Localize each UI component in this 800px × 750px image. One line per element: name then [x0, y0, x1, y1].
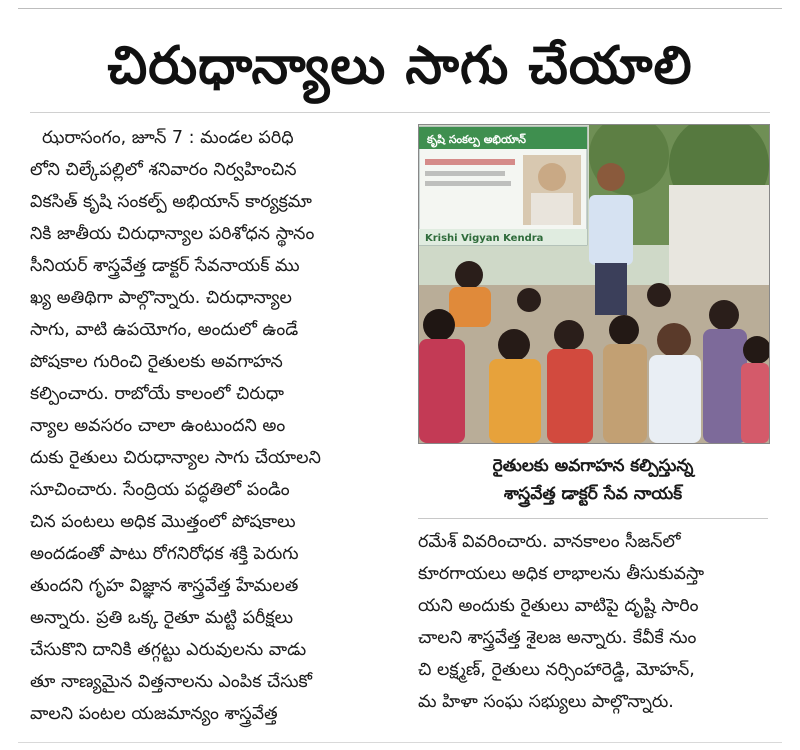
- audience-head: [517, 288, 541, 312]
- audience-head: [647, 283, 671, 307]
- speaker-trousers: [595, 263, 627, 315]
- banner-line: [425, 181, 511, 186]
- caption-line: శాస్త్రవేత్త డాక్టర్ సేవ నాయక్: [503, 484, 683, 504]
- body-line: తుందని గృహ విజ్ఞాన శాస్త్రవేత్త హేమలత: [30, 576, 299, 596]
- audience-head: [609, 315, 639, 345]
- audience-body: [489, 359, 541, 443]
- body-line: అన్నారు. ప్రతి ఒక్క రైతూ మట్టి పరీక్షలు: [30, 608, 294, 628]
- audience-body: [649, 355, 701, 443]
- portrait-body: [531, 193, 573, 225]
- banner-title: కృషి సంకల్ప అభియాన్: [427, 133, 527, 146]
- body-line: లోని చిల్కేపల్లిలో శనివారం నిర్వహించిన: [30, 160, 297, 180]
- article-column-right: [418, 526, 770, 718]
- body-line: ఖ్య అతిథిగా పాల్గొన్నారు. చిరుధాన్యాల: [30, 288, 292, 308]
- body-line: కూరగాయలు అధిక లాభాలను తీసుకువస్తా: [418, 564, 704, 584]
- body-line: సాగు, వాటి ఉపయోగం, అందులో ఉండే: [30, 320, 299, 340]
- body-line: రమేశ్ వివరించారు. వానకాలం సీజన్‌లో: [418, 532, 681, 552]
- caption-line: రైతులకు అవగాహన కల్పిస్తున్న: [492, 456, 694, 476]
- body-line: తూ నాణ్యమైన విత్తనాలను ఎంపిక చేసుకో: [30, 672, 313, 692]
- photo-caption: [418, 452, 768, 508]
- audience-body: [419, 339, 465, 443]
- audience-body: [449, 287, 491, 327]
- body-line: కల్పించారు. రాబోయే కాలంలో చిరుధా: [30, 384, 285, 404]
- body-line: సూచించారు. సేంద్రియ పద్ధతిలో పండిం: [30, 480, 290, 500]
- top-rule: [18, 8, 782, 9]
- audience-body: [703, 329, 747, 443]
- body-line: ఝరాసంగం, జూన్ 7 : మండల పరిధి: [42, 128, 294, 148]
- banner-line: [425, 171, 505, 176]
- banner-line: [425, 159, 515, 165]
- body-line: సీనియర్ శాస్త్రవేత్త డాక్టర్ సేవనాయక్ ము: [30, 256, 300, 276]
- news-photo: [418, 124, 770, 444]
- article-column-left: [30, 122, 410, 730]
- body-line: మ హిళా సంఘ సభ్యులు పాల్గొన్నారు.: [418, 692, 674, 712]
- speaker-shirt: [589, 195, 633, 265]
- banner-subtitle: Krishi Vigyan Kendra: [425, 233, 544, 244]
- audience-head: [657, 323, 691, 357]
- audience-head: [709, 300, 739, 330]
- body-line: చిన పంటలు అధిక మొత్తంలో పోషకాలు: [30, 512, 296, 532]
- headline: చిరుధాన్యాలు సాగు చేయాలి: [107, 36, 693, 96]
- body-line: పోషకాల గురించి రైతులకు అవగాహన: [30, 352, 283, 372]
- audience-body: [741, 363, 769, 443]
- body-line: వాలని పంటల యజమాన్యం శాస్త్రవేత్త: [30, 704, 278, 724]
- audience-head: [554, 320, 584, 350]
- bottom-rule: [18, 742, 782, 743]
- audience-body: [547, 349, 593, 443]
- body-line: నికి జాతీయ చిరుధాన్యాల పరిశోధన స్థానం: [30, 224, 315, 244]
- headline-rule: [30, 112, 770, 113]
- photo-illustration: [419, 125, 769, 443]
- audience-head: [455, 261, 483, 289]
- audience-head: [498, 329, 530, 361]
- caption-rule: [418, 518, 768, 519]
- portrait-face: [538, 163, 566, 191]
- body-line: చి లక్ష్మణ్, రైతులు నర్సింహారెడ్డి, మోహన్,: [418, 660, 695, 680]
- speaker-head: [597, 163, 625, 191]
- body-line: దుకు రైతులు చిరుధాన్యాల సాగు చేయాలని: [30, 448, 321, 468]
- body-line: చేసుకొని దానికి తగ్గట్టు ఎరువులను వాడు: [30, 640, 307, 660]
- body-line: అందడంతో పాటు రోగనిరోధక శక్తి పెరుగు: [30, 544, 299, 564]
- body-line: యని అందుకు రైతులు వాటిపై దృష్టి సారిం: [418, 596, 699, 616]
- body-line: న్యాల అవసరం చాలా ఉంటుందని అం: [30, 416, 286, 436]
- audience-body: [603, 344, 647, 443]
- body-line: చాలని శాస్త్రవేత్త శైలజ అన్నారు. కేవీకే నుం: [418, 628, 697, 648]
- body-line: వికసిత్ కృషి సంకల్ప్ అభియాన్ కార్యక్రమా: [30, 192, 312, 212]
- audience-head: [423, 309, 455, 341]
